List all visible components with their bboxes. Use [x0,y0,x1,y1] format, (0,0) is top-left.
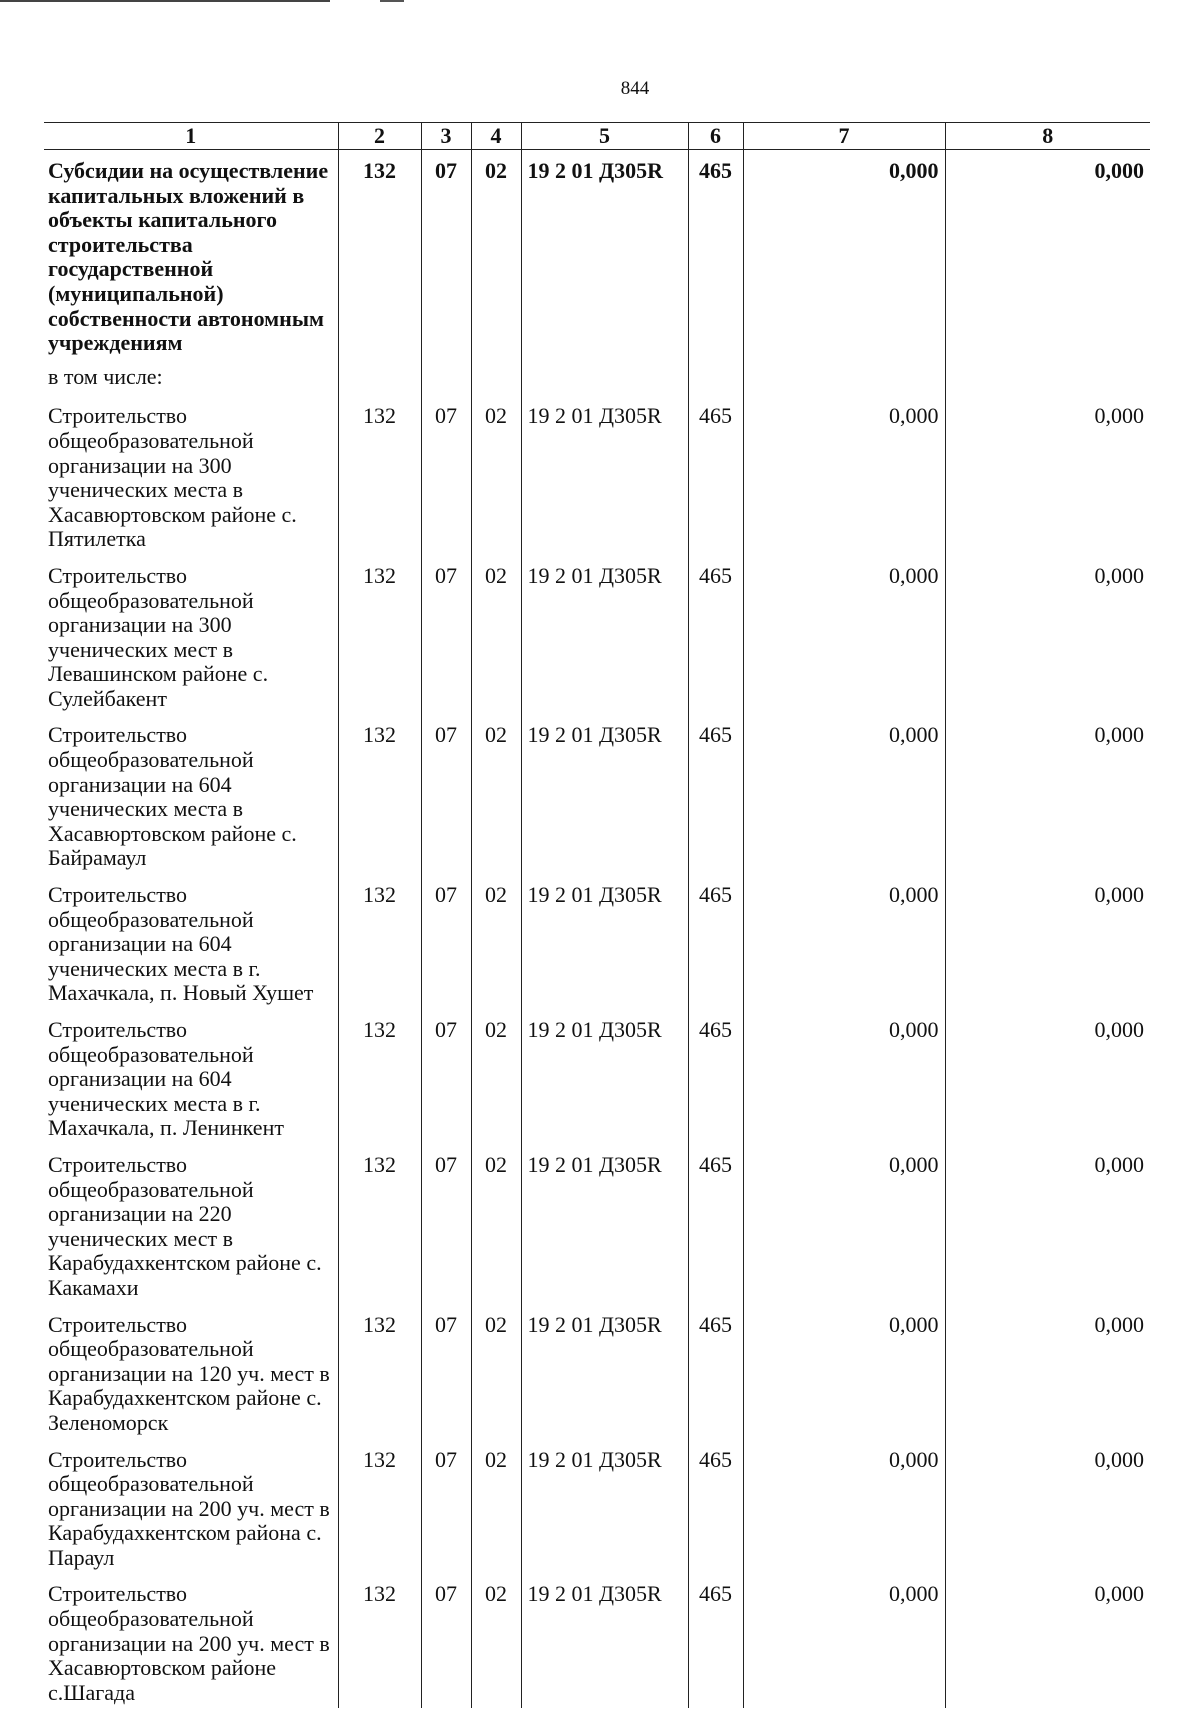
expense-type-cell: 465 [688,874,743,1009]
amount-cell [743,359,945,396]
code-cell: 132 [338,150,421,359]
amount-cell [945,359,1150,396]
subsection-cell: 02 [471,1439,521,1574]
target-article-cell: 19 2 01 Д305R [521,555,688,715]
section-cell: 07 [421,555,471,715]
section-cell: 07 [421,874,471,1009]
section-cell: 07 [421,1009,471,1144]
section-cell: 07 [421,1144,471,1304]
amount-cell: 0,000 [743,395,945,555]
amount-cell: 0,000 [945,1439,1150,1574]
expense-type-cell: 465 [688,150,743,359]
amount-cell: 0,000 [743,1144,945,1304]
item-name-cell: Строительство общеобразовательной организации на 200 уч. мест в Карабудахкентском района с. Параул [48,1446,330,1570]
code-cell: 132 [338,714,421,874]
item-name-cell: Строительство общеобразовательной организации на 220 ученических мест в Карабудахкентском районе с. Какамахи [48,1151,322,1300]
amount-cell: 0,000 [945,1304,1150,1439]
page-number: 844 [620,78,650,99]
table-row [44,874,1150,1009]
expense-type-cell [688,359,743,396]
amount-cell: 0,000 [945,150,1150,359]
header-cell: 3 [421,123,471,150]
section-cell: 07 [421,1439,471,1574]
code-cell: 132 [338,874,421,1009]
subsection-cell: 02 [471,150,521,359]
amount-cell: 0,000 [945,714,1150,874]
header-cell: 1 [44,123,338,150]
subsection-cell: 02 [471,1573,521,1708]
table-row [44,714,1150,874]
amount-cell: 0,000 [743,714,945,874]
item-name-cell: Строительство общеобразовательной организации на 604 ученических места в г. Махачкала, п. Новый Хушет [48,882,314,1006]
header-cell: 5 [521,123,688,150]
expense-type-cell: 465 [688,395,743,555]
item-name-cell: Строительство общеобразовательной организации на 604 ученических места в г. Махачкала, п. Ленинкент [48,1017,284,1141]
target-article-cell: 19 2 01 Д305R [521,1144,688,1304]
target-article-cell: 19 2 01 Д305R [521,150,688,359]
header-cell: 8 [945,123,1150,150]
subsection-cell: 02 [471,555,521,715]
subsection-cell: 02 [471,1009,521,1144]
item-name-cell: Строительство общеобразовательной организации на 300 ученических мест в Левашинском районе с. Сулейбакент [48,562,269,711]
table-body [44,150,1150,1709]
amount-cell: 0,000 [743,1573,945,1708]
target-article-cell: 19 2 01 Д305R [521,1439,688,1574]
section-cell: 07 [421,714,471,874]
target-article-cell [521,359,688,396]
item-name-cell: Строительство общеобразовательной организации на 120 уч. мест в Карабудахкентском районе с. Зеленоморск [48,1311,330,1435]
expense-type-cell: 465 [688,1144,743,1304]
section-cell: 07 [421,150,471,359]
header-cell: 7 [743,123,945,150]
table-row [44,1439,1150,1574]
amount-cell: 0,000 [743,1009,945,1144]
item-name-cell: Строительство общеобразовательной организации на 300 ученических места в Хасавюртовском районе с. Пятилетка [48,403,297,552]
expense-type-cell: 465 [688,1573,743,1708]
top-rule-short [380,0,404,2]
section-cell: 07 [421,395,471,555]
budget-table [44,122,1150,1708]
table-row [44,395,1150,555]
table-row [44,1304,1150,1439]
table-row [44,1009,1150,1144]
expense-type-cell: 465 [688,1009,743,1144]
amount-cell: 0,000 [945,874,1150,1009]
amount-cell: 0,000 [743,150,945,359]
code-cell: 132 [338,1439,421,1574]
amount-cell: 0,000 [945,555,1150,715]
subsection-cell: 02 [471,395,521,555]
amount-cell: 0,000 [743,555,945,715]
item-name-cell: в том числе: [48,363,163,389]
amount-cell: 0,000 [743,1439,945,1574]
expense-type-cell: 465 [688,714,743,874]
table-row [44,150,1150,359]
subsection-cell: 02 [471,1304,521,1439]
amount-cell: 0,000 [945,1573,1150,1708]
top-rule [0,0,330,2]
header-cell: 4 [471,123,521,150]
header-cell: 6 [688,123,743,150]
code-cell: 132 [338,1573,421,1708]
expense-type-cell: 465 [688,1304,743,1439]
target-article-cell: 19 2 01 Д305R [521,1009,688,1144]
table-row [44,1573,1150,1708]
expense-type-cell: 465 [688,1439,743,1574]
code-cell: 132 [338,1009,421,1144]
section-cell: 07 [421,1573,471,1708]
table-row [44,1144,1150,1304]
item-name-cell: Строительство общеобразовательной организации на 200 уч. мест в Хасавюртовском районе с.Шагада [48,1581,330,1705]
code-cell: 132 [338,555,421,715]
code-cell: 132 [338,1304,421,1439]
expense-type-cell: 465 [688,555,743,715]
target-article-cell: 19 2 01 Д305R [521,874,688,1009]
target-article-cell: 19 2 01 Д305R [521,1573,688,1708]
subsection-cell [471,359,521,396]
target-article-cell: 19 2 01 Д305R [521,1304,688,1439]
table-row [44,555,1150,715]
amount-cell: 0,000 [945,1009,1150,1144]
code-cell: 132 [338,1144,421,1304]
code-cell: 132 [338,395,421,555]
amount-cell: 0,000 [743,1304,945,1439]
section-cell [421,359,471,396]
header-cell: 2 [338,123,421,150]
item-name-cell: Субсидии на осуществление капитальных вложений в объекты капитального строительства государственной (муниципальной) собственности автономным учреждениям [48,158,329,356]
amount-cell: 0,000 [945,395,1150,555]
amount-cell: 0,000 [945,1144,1150,1304]
code-cell [338,359,421,396]
item-name-cell: Строительство общеобразовательной организации на 604 ученических места в Хасавюртовском районе с. Байрамаул [48,722,297,871]
subsection-cell: 02 [471,874,521,1009]
subsection-cell: 02 [471,1144,521,1304]
section-cell: 07 [421,1304,471,1439]
amount-cell: 0,000 [743,874,945,1009]
header-row [44,123,1150,150]
subsection-cell: 02 [471,714,521,874]
target-article-cell: 19 2 01 Д305R [521,395,688,555]
note-row [44,359,1150,396]
target-article-cell: 19 2 01 Д305R [521,714,688,874]
